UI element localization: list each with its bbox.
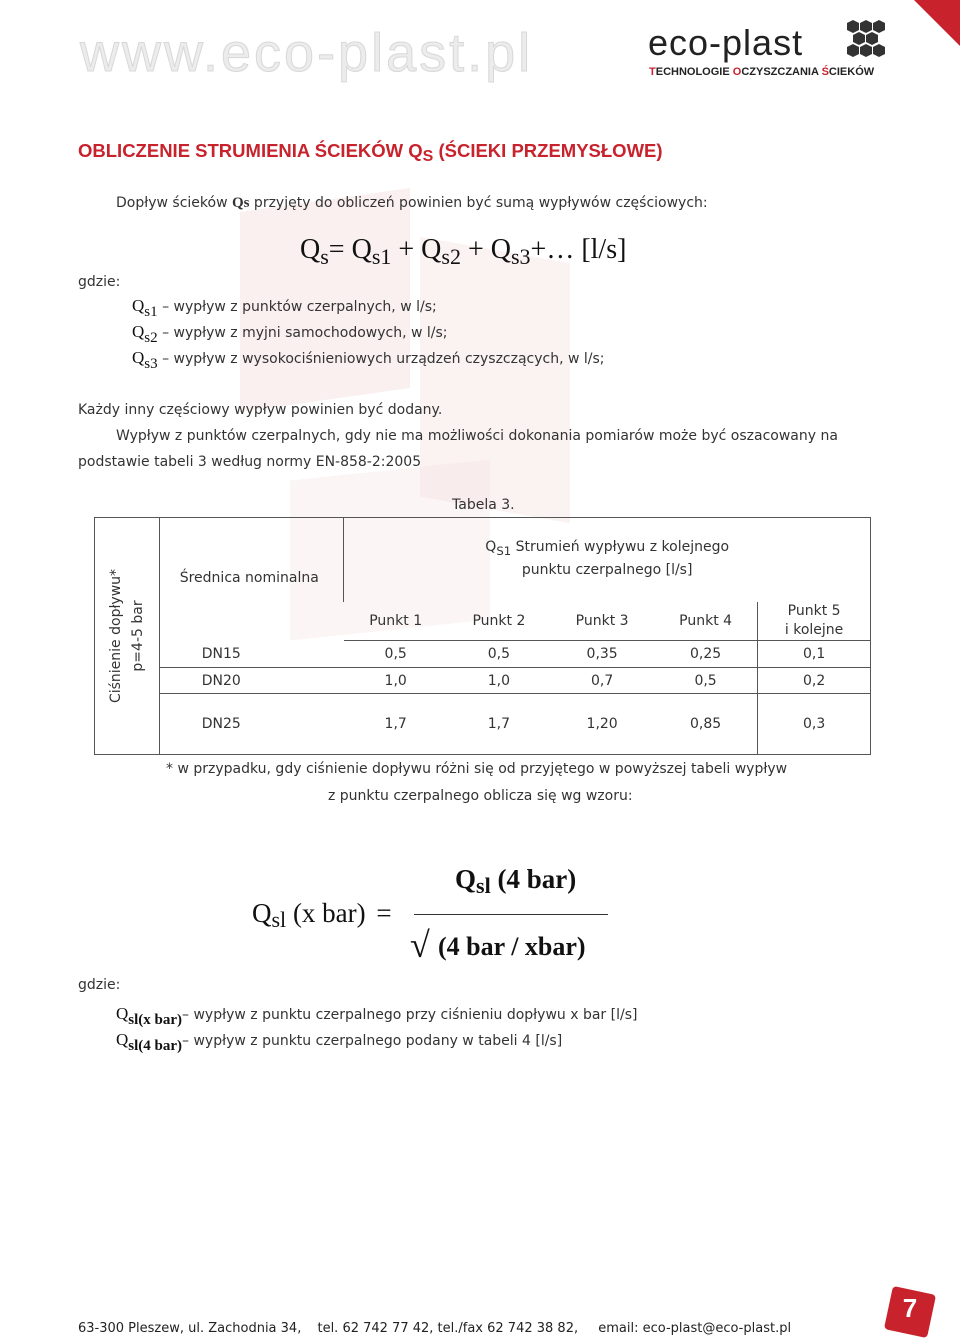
point-header: Punkt 3 (550, 602, 654, 641)
tagline-letter: O (732, 66, 742, 78)
value-cell: 1,0 (344, 668, 448, 694)
def2-sub: sl(x bar) (128, 1012, 183, 1028)
def-sub: s2 (144, 330, 158, 346)
value-cell: 0,35 (550, 641, 654, 668)
paragraph-other-flows: Każdy inny częściowy wypływ powinien być dodany. (78, 402, 443, 418)
value-cell: 0,5 (344, 641, 448, 668)
footer-phone: tel. 62 742 77 42, tel./fax 62 742 38 82, (317, 1321, 579, 1336)
tagline-word: CIEKÓW (828, 66, 875, 78)
dn-cell: DN20 (159, 668, 344, 694)
formula-numerator (455, 864, 576, 899)
table-row (95, 641, 871, 668)
flow-header (344, 518, 871, 602)
lhs-paren: (x bar) (286, 898, 366, 928)
value-cell: 0,7 (550, 668, 654, 694)
flow-text-2: punktu czerpalnego [l/s] (521, 561, 693, 578)
intro-before: Dopływ ścieków (116, 195, 232, 211)
formula-sub: s (320, 244, 329, 269)
def-sub: s1 (144, 304, 158, 320)
watermark-url: www.eco-plast.pl (80, 23, 534, 83)
def2-text: – wypływ z punktu czerpalnego przy ciśnieniu dopływu x bar [l/s] (182, 1007, 638, 1023)
dn-cell: DN15 (159, 641, 344, 668)
point5-line1: Punkt 5 (787, 602, 841, 619)
lhs-q: Q (252, 898, 272, 928)
pressure-cell (95, 518, 160, 755)
paragraph-estimation-1: Wypływ z punktów czerpalnych, gdy nie ma możliwości dokonania pomiarów może być oszacowany na (116, 428, 838, 444)
point-header: Punkt 2 (448, 602, 551, 641)
tagline-word: CZYSZCZANIA (741, 66, 822, 78)
page-number: 7 (902, 1293, 918, 1323)
def-text: – wypływ z myjni samochodowych, w l/s; (157, 325, 448, 341)
def-text: – wypływ z wysokociśnieniowych urządzeń czyszczących, w l/s; (157, 351, 605, 367)
def-q: Q (132, 348, 145, 367)
footer-email[interactable]: email: eco-plast@eco-plast.pl (598, 1321, 792, 1336)
diameter-header-label: Średnica nominalna (179, 570, 319, 586)
flow-q: Q (485, 539, 497, 555)
value-cell: 1,20 (550, 694, 654, 755)
table-row (95, 694, 871, 755)
gdzie-label: gdzie: (78, 274, 121, 290)
main-formula (300, 234, 626, 270)
corner-accent (914, 0, 960, 46)
tagline-letter: T (649, 66, 656, 78)
sqrt-symbol: √ (410, 925, 430, 965)
value-cell: 0,2 (758, 668, 871, 694)
table-caption: Tabela 3. (452, 497, 515, 513)
tagline-word: ECHNOLOGIE (655, 66, 733, 78)
pressure-label-line2: p=4-5 bar (130, 600, 146, 672)
def2-text: – wypływ z punktu czerpalnego podany w tabeli 4 [l/s] (182, 1033, 563, 1049)
diameter-header (159, 518, 344, 641)
formula-part: + Q (391, 234, 442, 265)
title-main: OBLICZENIE STRUMIENIA ŚCIEKÓW Q (78, 140, 423, 161)
def-text: – wypływ z punktów czerpalnych, w l/s; (157, 299, 437, 315)
tagline-letter: Ś (821, 66, 829, 78)
definition-qs2 (132, 322, 448, 347)
value-cell: 1,0 (448, 668, 551, 694)
definition-qsl-4 (116, 1030, 562, 1055)
def-q: Q (132, 296, 145, 315)
def2-q: Q (116, 1030, 129, 1049)
formula-part: = Q (328, 234, 372, 265)
footnote-line1: * w przypadku, gdy ciśnienie dopływu różni się od przyjętego w powyższej tabeli wypływ (166, 761, 788, 777)
footnote-line2: z punktu czerpalnego oblicza się wg wzoru: (328, 788, 633, 804)
pressure-label (105, 569, 149, 703)
value-cell: 0,5 (448, 641, 551, 668)
point-header: Punkt 4 (654, 602, 758, 641)
definition-qsl-x (116, 1004, 637, 1029)
intro-symbol: Qs (231, 195, 250, 211)
intro-text (116, 195, 708, 212)
flow-sub: S1 (496, 543, 512, 558)
formula-part: + Q (460, 234, 511, 265)
paragraph-estimation-2: podstawie tabeli 3 według normy EN-858-2:2005 (78, 454, 422, 470)
value-cell: 1,7 (448, 694, 551, 755)
formula-sub: s1 (371, 244, 392, 269)
definition-qs3 (132, 348, 605, 373)
flow-table (94, 517, 871, 755)
value-cell: 0,3 (758, 694, 871, 755)
title-tail: (ŚCIEKI PRZEMYSŁOWE) (433, 140, 663, 161)
page-title (78, 140, 663, 166)
lhs-sub: sl (271, 907, 287, 932)
hexagon-logo-icon (842, 18, 888, 62)
point5-line2: i kolejne (784, 621, 844, 638)
value-cell: 0,85 (654, 694, 758, 755)
value-cell: 1,7 (344, 694, 448, 755)
title-subscript: S (422, 148, 434, 165)
flow-text-1: Strumień wypływu z kolejnego (511, 539, 730, 555)
formula-sub: s2 (441, 244, 461, 269)
formula-sub: s3 (510, 244, 531, 269)
value-cell: 0,25 (654, 641, 758, 668)
value-cell: 0,1 (758, 641, 871, 668)
brand-tagline (649, 66, 874, 78)
formula-equals: = (376, 898, 392, 928)
def2-q: Q (116, 1004, 129, 1023)
definition-qs1 (132, 296, 437, 321)
fraction-line (414, 914, 608, 915)
dn-cell: DN25 (159, 694, 344, 755)
def-sub: s3 (144, 356, 158, 372)
formula-denominator: (4 bar / xbar) (438, 932, 586, 961)
def2-sub: sl(4 bar) (128, 1038, 183, 1054)
intro-after: przyjęty do obliczeń powinien być sumą wypływów częściowych: (249, 195, 708, 211)
gdzie-label-2: gdzie: (78, 977, 121, 993)
formula-q: Q (300, 234, 321, 265)
num-q: Q (455, 864, 477, 894)
num-sub: sl (476, 873, 491, 898)
brand-name: eco-plast (648, 22, 804, 63)
pressure-label-line1: Ciśnienie dopływu* (108, 568, 124, 704)
formula-part: +… [l/s] (530, 234, 627, 265)
num-paren: (4 bar) (490, 864, 577, 894)
table-row (95, 668, 871, 694)
value-cell: 0,5 (654, 668, 758, 694)
footer-address: 63-300 Pleszew, ul. Zachodnia 34, (78, 1321, 302, 1336)
footer (78, 1321, 791, 1336)
def-q: Q (132, 322, 145, 341)
point-header: Punkt 1 (344, 602, 448, 641)
point5-header (758, 602, 871, 641)
formula-lhs (252, 898, 392, 933)
